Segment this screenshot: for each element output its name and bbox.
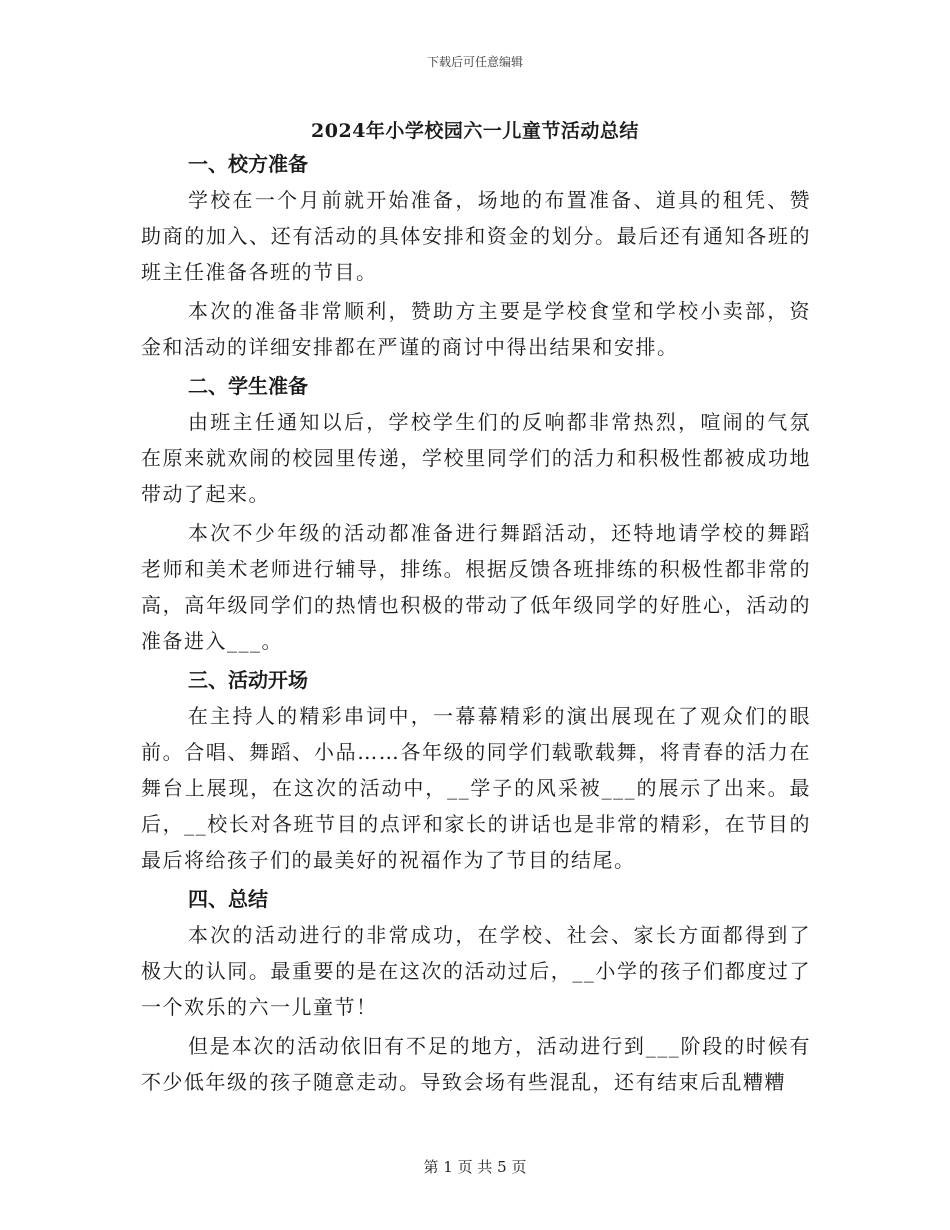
paragraph: 本次不少年级的活动都准备进行舞蹈活动，还特地请学校的舞蹈老师和美术老师进行辅导，排练。根据反馈各班排练的积极性都非常的高，高年级同学们的热情也积极的带动了低年级同学的好胜心，活动的准备进入___。 bbox=[141, 521, 811, 653]
section-summary bbox=[141, 881, 811, 1100]
header-note: 下载后可任意编辑 bbox=[426, 55, 523, 69]
paragraph: 学校在一个月前就开始准备，场地的布置准备、道具的租凭、赞助商的加入、还有活动的具体安排和资金的划分。最后还有通知各班的班主任准备各班的节目。 bbox=[141, 188, 811, 284]
paragraph: 本次的准备非常顺利，赞助方主要是学校食堂和学校小卖部，资金和活动的详细安排都在严谨的商讨中得出结果和安排。 bbox=[141, 299, 811, 359]
paragraph: 但是本次的活动依旧有不足的地方，活动进行到___阶段的时候有不少低年级的孩子随意走动。导致会场有些混乱，还有结束后乱糟糟 bbox=[141, 1034, 811, 1094]
document-body bbox=[141, 146, 811, 1103]
section-school-preparation bbox=[141, 146, 811, 365]
paragraph: 由班主任通知以后，学校学生们的反响都非常热烈，喧闹的气氛在原来就欢闹的校园里传递，学校里同学们的活力和积极性都被成功地带动了起来。 bbox=[141, 410, 811, 506]
page-number: 第 1 页 共 5 页 bbox=[423, 1158, 527, 1176]
section-heading: 四、总结 bbox=[188, 887, 268, 911]
section-student-preparation bbox=[141, 368, 811, 659]
section-heading: 二、学生准备 bbox=[188, 374, 308, 398]
paragraph: 在主持人的精彩串词中，一幕幕精彩的演出展现在了观众们的眼前。合唱、舞蹈、小品……各年级的同学们载歌载舞，将青春的活力在舞台上展现，在这次的活动中，__学子的风采被___的展示了出来。最后，__校长对各班节目的点评和家长的讲话也是非常的精彩，在节目的最后将给孩子们的最美好的祝福作为了节目的结尾。 bbox=[141, 704, 811, 872]
section-heading: 三、活动开场 bbox=[188, 668, 308, 692]
paragraph: 本次的活动进行的非常成功，在学校、社会、家长方面都得到了极大的认同。最重要的是在这次的活动过后，__小学的孩子们都度过了一个欢乐的六一儿童节！ bbox=[141, 923, 811, 1019]
document-title: 2024年小学校园六一儿童节活动总结 bbox=[311, 120, 639, 142]
section-heading: 一、校方准备 bbox=[188, 152, 308, 176]
section-event-opening bbox=[141, 662, 811, 878]
